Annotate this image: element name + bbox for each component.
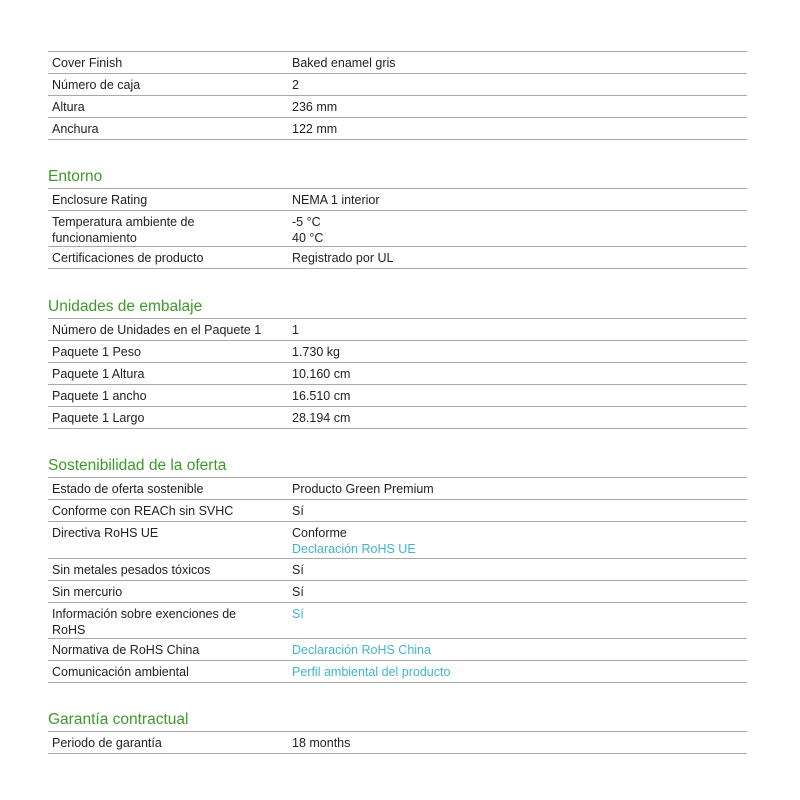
table-row [48, 247, 747, 269]
table-row [48, 639, 747, 661]
table-row [48, 319, 747, 341]
value-line: -5 °C [292, 215, 321, 229]
table-row [48, 661, 747, 683]
table-row [48, 341, 747, 363]
row-value: Producto Green Premium [292, 482, 434, 496]
garantia-table [48, 731, 747, 754]
rohs-china-declaration-link[interactable]: Declaración RoHS China [292, 643, 431, 657]
row-value: 1 [292, 323, 299, 337]
entorno-table [48, 188, 747, 269]
row-label: Certificaciones de producto [52, 251, 204, 265]
table-row [48, 118, 747, 140]
section-heading: Unidades de embalaje [48, 298, 203, 315]
row-label: Paquete 1 Largo [52, 411, 145, 425]
table-row [48, 559, 747, 581]
table-row [48, 211, 747, 247]
row-label: Número de caja [52, 78, 141, 92]
table-row [48, 363, 747, 385]
row-value: NEMA 1 interior [292, 193, 380, 207]
row-label: Paquete 1 Peso [52, 345, 141, 359]
rohs-exemptions-link[interactable]: Sí [292, 607, 304, 621]
row-value [292, 214, 732, 246]
row-label: Directiva RoHS UE [52, 526, 159, 540]
environmental-profile-link[interactable]: Perfil ambiental del producto [292, 665, 451, 679]
table-row [48, 581, 747, 603]
sostenibilidad-table [48, 477, 747, 683]
row-label: Paquete 1 Altura [52, 367, 145, 381]
row-label: Altura [52, 100, 85, 114]
row-label: Estado de oferta sostenible [52, 482, 204, 496]
section-heading: Entorno [48, 168, 103, 185]
label-line: funcionamiento [52, 231, 137, 245]
table-row [48, 407, 747, 429]
row-value: 1.730 kg [292, 345, 340, 359]
row-label: Conforme con REACh sin SVHC [52, 504, 234, 518]
row-value: Sí [292, 563, 304, 577]
row-value: Registrado por UL [292, 251, 394, 265]
row-value [292, 525, 732, 557]
dimensions-table [48, 51, 747, 140]
row-label: Enclosure Rating [52, 193, 148, 207]
table-row [48, 385, 747, 407]
table-row [48, 96, 747, 118]
row-label [52, 214, 277, 246]
section-heading: Sostenibilidad de la oferta [48, 457, 227, 474]
table-row [48, 478, 747, 500]
row-label: Sin mercurio [52, 585, 123, 599]
table-row [48, 189, 747, 211]
row-value: 18 months [292, 736, 351, 750]
row-label: Paquete 1 ancho [52, 389, 147, 403]
table-row [48, 74, 747, 96]
table-row [48, 522, 747, 559]
section-heading: Garantía contractual [48, 711, 189, 728]
table-row [48, 500, 747, 522]
row-label: Número de Unidades en el Paquete 1 [52, 323, 262, 337]
table-row [48, 52, 747, 74]
rohs-eu-declaration-link[interactable]: Declaración RoHS UE [292, 542, 416, 556]
value-line: Conforme [292, 526, 347, 540]
row-label: Comunicación ambiental [52, 665, 189, 679]
row-value: 236 mm [292, 100, 338, 114]
label-line: Información sobre exenciones de [52, 607, 237, 621]
table-row [48, 732, 747, 754]
table-row [48, 603, 747, 639]
label-line: RoHS [52, 623, 86, 637]
row-value: Sí [292, 504, 304, 518]
row-value: 28.194 cm [292, 411, 351, 425]
row-value: 16.510 cm [292, 389, 351, 403]
row-value: Sí [292, 585, 304, 599]
row-value: 10.160 cm [292, 367, 351, 381]
row-label: Anchura [52, 122, 99, 136]
row-value: Baked enamel gris [292, 56, 396, 70]
embalaje-table [48, 318, 747, 429]
row-label [52, 606, 277, 638]
row-label: Normativa de RoHS China [52, 643, 200, 657]
label-line: Temperatura ambiente de [52, 215, 195, 229]
row-label: Sin metales pesados tóxicos [52, 563, 211, 577]
row-label: Periodo de garantía [52, 736, 162, 750]
value-line: 40 °C [292, 231, 324, 245]
row-value: 2 [292, 78, 299, 92]
row-value: 122 mm [292, 122, 338, 136]
row-label: Cover Finish [52, 56, 123, 70]
